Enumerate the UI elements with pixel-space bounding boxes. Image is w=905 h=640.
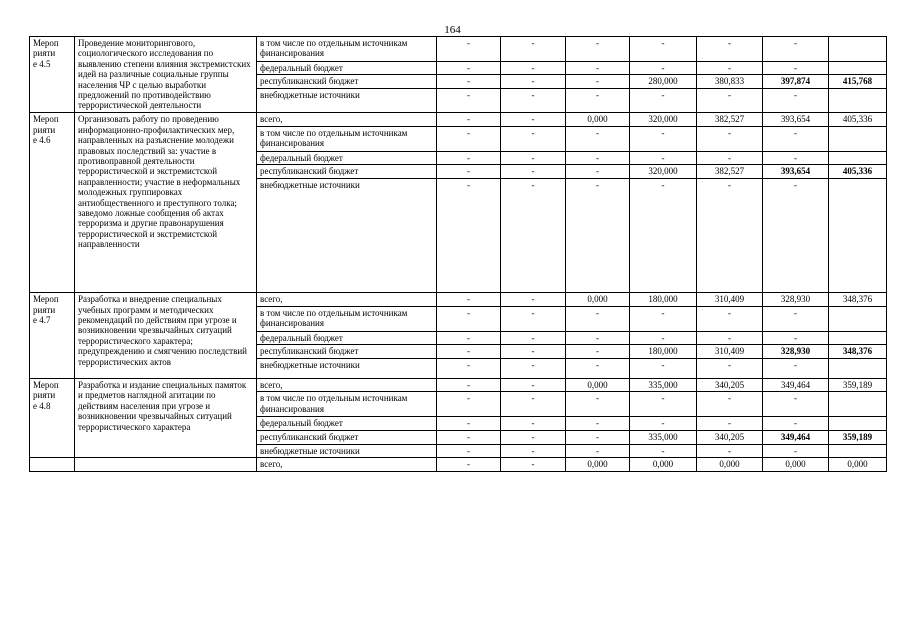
amount-cell: -: [437, 165, 501, 179]
amount-cell: -: [566, 89, 630, 113]
measure-code: Мероп рияти е 4.6: [30, 113, 75, 293]
amount-cell: -: [630, 392, 697, 417]
measure-description: Организовать работу по проведению информационно-профилактических мер, направленных на разъяснение молодежи правовых последствий за: участие в противоправной деятельности террористической и экстремистской направленности; участие в неформальных молодежных группировках антиобщественного и преступного толка; заведомо ложные сообщения об актах терроризма и другие правонарушения террористической и экстремистской направленности: [75, 113, 257, 293]
amount-cell: 280,000: [630, 75, 697, 89]
funding-source: всего,: [257, 458, 437, 471]
amount-cell: -: [763, 306, 829, 331]
amount-cell: 310,409: [697, 345, 763, 359]
amount-cell: -: [437, 306, 501, 331]
amount-cell: 359,189: [829, 430, 887, 444]
amount-cell: -: [630, 179, 697, 293]
amount-cell: 349,464: [763, 379, 829, 392]
amount-cell: 349,464: [763, 430, 829, 444]
amount-cell: 393,654: [763, 165, 829, 179]
amount-cell: -: [501, 293, 566, 306]
amount-cell: -: [566, 444, 630, 457]
measure-description: Проведение мониторингового, социологического исследования по выявлению степени влияния экстремистских идей на различные социальные группы населения ЧР с целью выработки предложений по противодействию террористической деятельности: [75, 37, 257, 113]
amount-cell: 335,000: [630, 430, 697, 444]
amount-cell: [829, 444, 887, 457]
amount-cell: -: [437, 331, 501, 344]
table-row: [30, 113, 887, 126]
amount-cell: -: [501, 331, 566, 344]
amount-cell: [829, 62, 887, 75]
amount-cell: -: [566, 151, 630, 164]
amount-cell: -: [697, 392, 763, 417]
amount-cell: -: [566, 126, 630, 151]
amount-cell: 393,654: [763, 113, 829, 126]
amount-cell: -: [437, 417, 501, 430]
amount-cell: -: [763, 37, 829, 62]
table-body: [30, 37, 887, 472]
amount-cell: -: [501, 359, 566, 379]
funding-source: федеральный бюджет: [257, 62, 437, 75]
amount-cell: -: [697, 444, 763, 457]
table-row: [30, 37, 887, 62]
amount-cell: [829, 417, 887, 430]
amount-cell: -: [566, 392, 630, 417]
measure-description: Разработка и внедрение специальных учебных программ и методических рекомендаций по действиям при угрозе и возникновении чрезвычайных ситуаций террористического характера; предупреждению и смягчению последствий террористических актов: [75, 293, 257, 379]
amount-cell: -: [763, 151, 829, 164]
amount-cell: -: [566, 62, 630, 75]
amount-cell: 320,000: [630, 113, 697, 126]
amount-cell: 0,000: [566, 113, 630, 126]
amount-cell: -: [437, 293, 501, 306]
amount-cell: 0,000: [566, 379, 630, 392]
funding-source: всего,: [257, 293, 437, 306]
amount-cell: -: [630, 37, 697, 62]
amount-cell: -: [501, 62, 566, 75]
amount-cell: -: [763, 126, 829, 151]
amount-cell: -: [437, 151, 501, 164]
amount-cell: -: [501, 392, 566, 417]
funding-source: республиканский бюджет: [257, 345, 437, 359]
amount-cell: -: [437, 345, 501, 359]
funding-source: в том числе по отдельным источникам финансирования: [257, 37, 437, 62]
amount-cell: -: [437, 126, 501, 151]
amount-cell: -: [501, 75, 566, 89]
amount-cell: -: [501, 306, 566, 331]
amount-cell: 405,336: [829, 165, 887, 179]
amount-cell: [829, 359, 887, 379]
amount-cell: 340,205: [697, 430, 763, 444]
amount-cell: -: [763, 359, 829, 379]
amount-cell: [829, 179, 887, 293]
measure-code: [30, 458, 75, 471]
amount-cell: 180,000: [630, 293, 697, 306]
amount-cell: -: [763, 89, 829, 113]
amount-cell: -: [630, 331, 697, 344]
funding-source: федеральный бюджет: [257, 331, 437, 344]
amount-cell: 382,527: [697, 113, 763, 126]
amount-cell: 348,376: [829, 345, 887, 359]
amount-cell: -: [437, 444, 501, 457]
amount-cell: [829, 37, 887, 62]
amount-cell: -: [501, 37, 566, 62]
amount-cell: -: [763, 331, 829, 344]
amount-cell: -: [437, 89, 501, 113]
amount-cell: -: [697, 151, 763, 164]
amount-cell: -: [501, 113, 566, 126]
amount-cell: -: [697, 62, 763, 75]
funding-source: внебюджетные источники: [257, 179, 437, 293]
table-row: [30, 293, 887, 306]
amount-cell: -: [697, 306, 763, 331]
amount-cell: [829, 331, 887, 344]
amount-cell: -: [630, 359, 697, 379]
funding-source: в том числе по отдельным источникам финансирования: [257, 392, 437, 417]
amount-cell: 180,000: [630, 345, 697, 359]
amount-cell: -: [501, 151, 566, 164]
amount-cell: [829, 151, 887, 164]
amount-cell: -: [630, 62, 697, 75]
funding-source: республиканский бюджет: [257, 165, 437, 179]
amount-cell: 0,000: [829, 458, 887, 471]
amount-cell: 340,205: [697, 379, 763, 392]
amount-cell: -: [566, 37, 630, 62]
amount-cell: -: [566, 430, 630, 444]
amount-cell: -: [566, 165, 630, 179]
amount-cell: [829, 89, 887, 113]
amount-cell: -: [566, 179, 630, 293]
amount-cell: -: [697, 331, 763, 344]
amount-cell: 380,833: [697, 75, 763, 89]
amount-cell: -: [437, 430, 501, 444]
amount-cell: -: [437, 75, 501, 89]
amount-cell: -: [501, 430, 566, 444]
amount-cell: -: [630, 444, 697, 457]
amount-cell: -: [566, 306, 630, 331]
amount-cell: [829, 392, 887, 417]
table-row: [30, 379, 887, 392]
amount-cell: 328,930: [763, 293, 829, 306]
amount-cell: 397,874: [763, 75, 829, 89]
amount-cell: -: [763, 179, 829, 293]
amount-cell: 0,000: [630, 458, 697, 471]
amount-cell: 310,409: [697, 293, 763, 306]
amount-cell: -: [501, 417, 566, 430]
amount-cell: -: [763, 417, 829, 430]
funding-source: в том числе по отдельным источникам финансирования: [257, 306, 437, 331]
budget-table: [29, 36, 887, 472]
amount-cell: -: [630, 306, 697, 331]
amount-cell: -: [697, 179, 763, 293]
amount-cell: 415,768: [829, 75, 887, 89]
measure-code: Мероп рияти е 4.8: [30, 379, 75, 458]
funding-source: в том числе по отдельным источникам финансирования: [257, 126, 437, 151]
amount-cell: -: [697, 126, 763, 151]
amount-cell: -: [566, 331, 630, 344]
amount-cell: -: [763, 62, 829, 75]
amount-cell: 405,336: [829, 113, 887, 126]
measure-code: Мероп рияти е 4.7: [30, 293, 75, 379]
amount-cell: 348,376: [829, 293, 887, 306]
amount-cell: -: [437, 379, 501, 392]
amount-cell: 328,930: [763, 345, 829, 359]
funding-source: всего,: [257, 113, 437, 126]
amount-cell: -: [630, 126, 697, 151]
amount-cell: -: [697, 359, 763, 379]
amount-cell: -: [566, 75, 630, 89]
amount-cell: -: [630, 151, 697, 164]
amount-cell: -: [501, 165, 566, 179]
amount-cell: -: [437, 458, 501, 471]
amount-cell: -: [437, 392, 501, 417]
amount-cell: -: [501, 345, 566, 359]
amount-cell: -: [501, 179, 566, 293]
amount-cell: -: [763, 392, 829, 417]
funding-source: республиканский бюджет: [257, 430, 437, 444]
page-number: 164: [444, 24, 461, 36]
amount-cell: -: [437, 113, 501, 126]
amount-cell: 0,000: [697, 458, 763, 471]
amount-cell: 0,000: [566, 458, 630, 471]
amount-cell: 0,000: [763, 458, 829, 471]
amount-cell: -: [630, 417, 697, 430]
funding-source: всего,: [257, 379, 437, 392]
funding-source: республиканский бюджет: [257, 75, 437, 89]
amount-cell: -: [763, 444, 829, 457]
amount-cell: 359,189: [829, 379, 887, 392]
funding-source: внебюджетные источники: [257, 444, 437, 457]
measure-code: Мероп рияти е 4.5: [30, 37, 75, 113]
funding-source: внебюджетные источники: [257, 89, 437, 113]
amount-cell: -: [437, 62, 501, 75]
amount-cell: [829, 126, 887, 151]
amount-cell: -: [501, 89, 566, 113]
measure-description: Разработка и издание специальных памяток и предметов наглядной агитации по действиям населения при угрозе и возникновении чрезвычайных ситуаций террористического характера: [75, 379, 257, 458]
amount-cell: -: [501, 379, 566, 392]
funding-source: федеральный бюджет: [257, 151, 437, 164]
amount-cell: -: [501, 126, 566, 151]
amount-cell: -: [697, 417, 763, 430]
amount-cell: -: [437, 37, 501, 62]
amount-cell: 335,000: [630, 379, 697, 392]
amount-cell: -: [697, 37, 763, 62]
amount-cell: 0,000: [566, 293, 630, 306]
amount-cell: -: [566, 359, 630, 379]
amount-cell: -: [566, 417, 630, 430]
funding-source: внебюджетные источники: [257, 359, 437, 379]
amount-cell: -: [501, 444, 566, 457]
amount-cell: 382,527: [697, 165, 763, 179]
measure-description: [75, 458, 257, 471]
amount-cell: -: [437, 179, 501, 293]
amount-cell: 320,000: [630, 165, 697, 179]
funding-source: федеральный бюджет: [257, 417, 437, 430]
amount-cell: -: [566, 345, 630, 359]
table-row: [30, 458, 887, 471]
amount-cell: -: [501, 458, 566, 471]
amount-cell: -: [630, 89, 697, 113]
amount-cell: [829, 306, 887, 331]
amount-cell: -: [697, 89, 763, 113]
amount-cell: -: [437, 359, 501, 379]
